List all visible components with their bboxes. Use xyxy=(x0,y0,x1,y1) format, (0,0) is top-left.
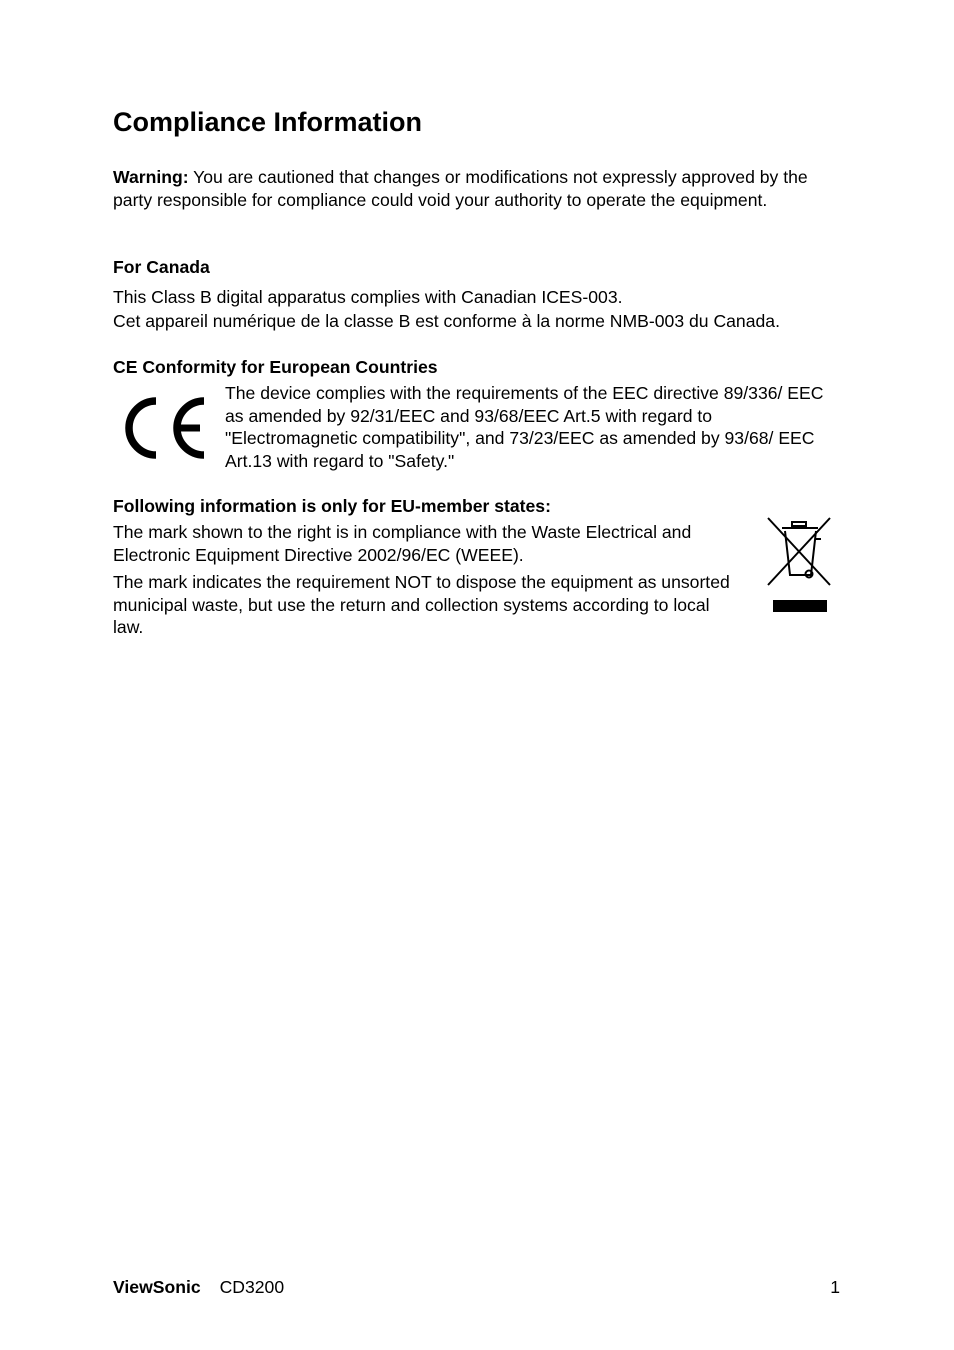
footer-brand: ViewSonic xyxy=(113,1277,201,1297)
page-number: 1 xyxy=(830,1277,840,1297)
crossed-out-wheelie-bin-icon xyxy=(764,515,836,615)
ce-heading: CE Conformity for European Countries xyxy=(113,357,438,377)
ce-text: The device complies with the requirements of the EEC directive 89/336/ EEC as amended by 92/31/EEC and 93/68/EEC Art.5 with regard to "Electromagnetic compatibility", and 73/23/EEC as amended by 93/68/ EEC Art.13 with regard to "Safety." xyxy=(225,383,824,471)
warning-paragraph xyxy=(113,166,848,211)
canada-line-english: This Class B digital apparatus complies with Canadian ICES-003. xyxy=(113,287,623,307)
warning-text: You are cautioned that changes or modifications not expressly approved by the party responsible for compliance could void your authority to operate the equipment. xyxy=(113,167,808,210)
page-title: Compliance Information xyxy=(113,107,423,137)
eu-heading: Following information is only for EU-member states: xyxy=(113,496,551,516)
canada-line-french: Cet appareil numérique de la classe B est conforme à la norme NMB-003 du Canada. xyxy=(113,311,780,331)
canada-heading: For Canada xyxy=(113,257,210,277)
weee-paragraph-1: The mark shown to the right is in compliance with the Waste Electrical and Electronic Equipment Directive 2002/96/EC (WEEE). xyxy=(113,522,692,565)
warning-label: Warning: xyxy=(113,167,189,187)
footer xyxy=(113,1276,284,1298)
ce-mark-icon xyxy=(120,393,208,463)
footer-model: CD3200 xyxy=(219,1277,285,1297)
weee-paragraph-2: The mark indicates the requirement NOT to dispose the equipment as unsorted municipal waste, but use the return and collection systems according to local law. xyxy=(113,572,730,637)
